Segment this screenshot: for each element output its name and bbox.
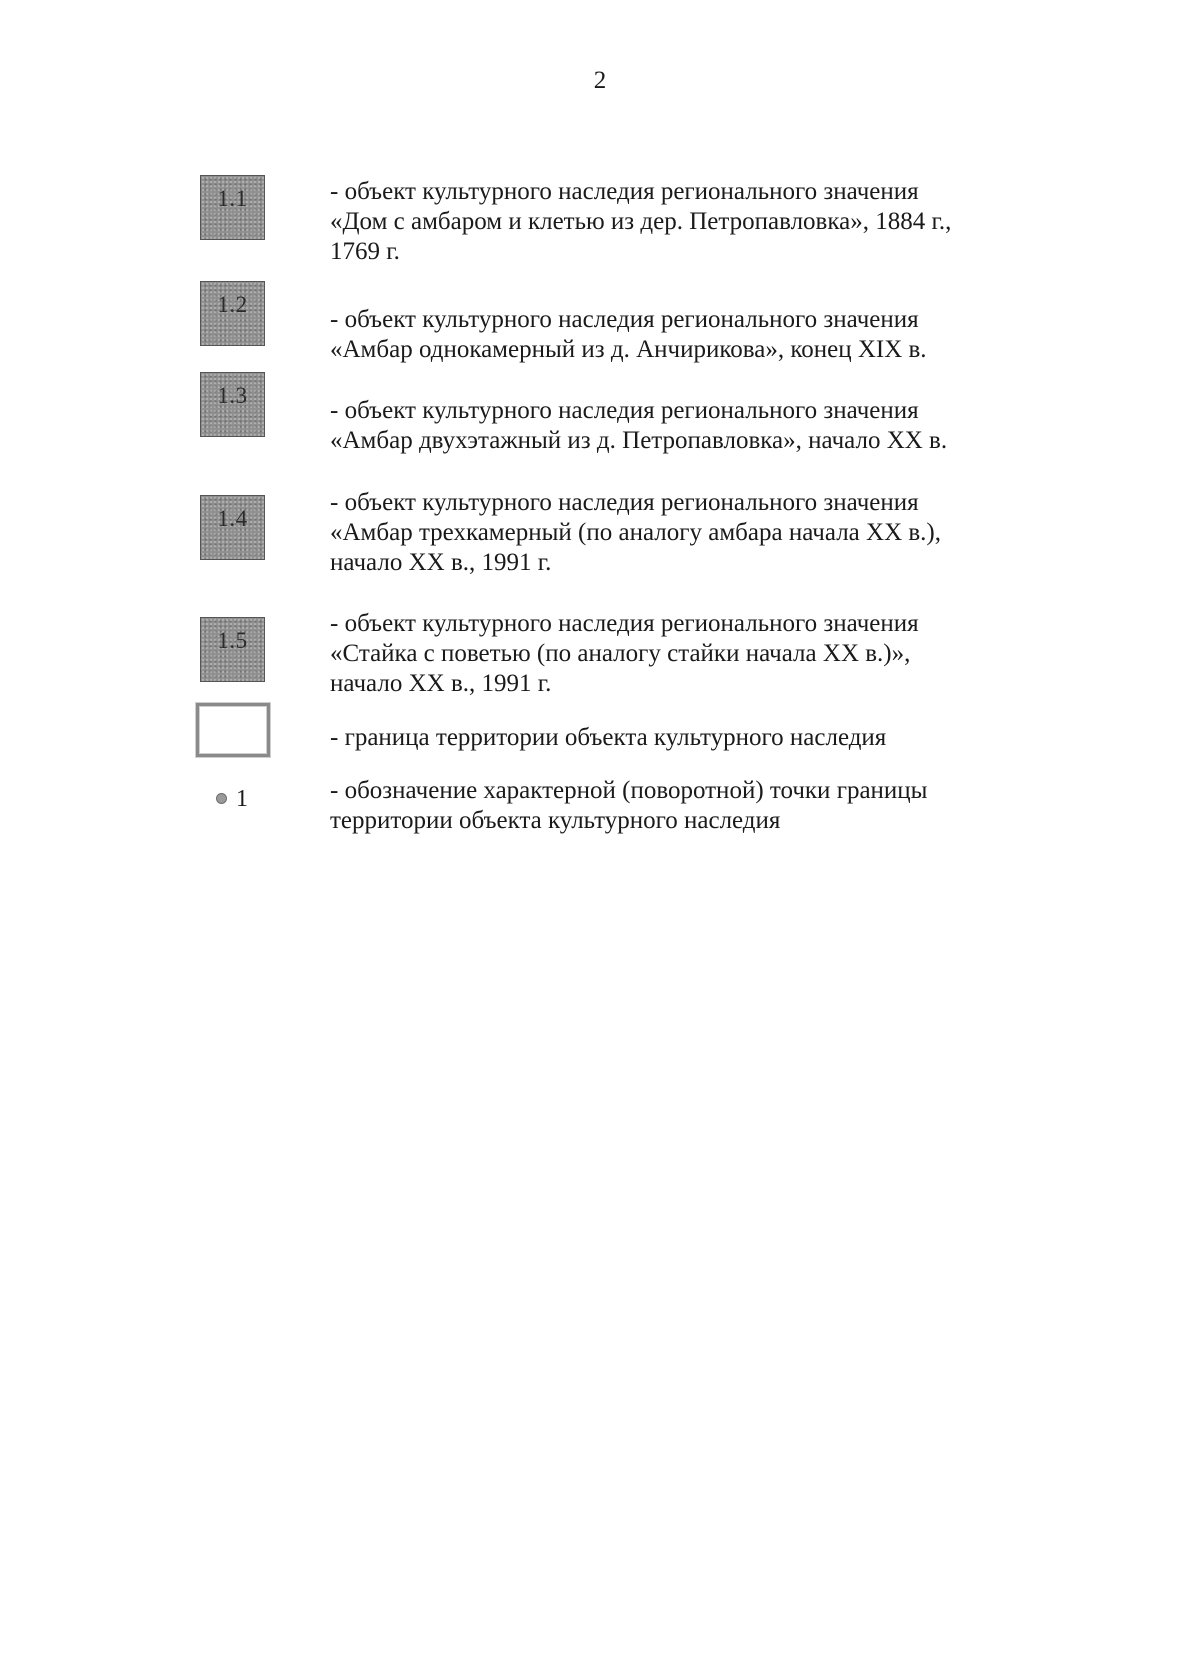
legend-description-line: - объект культурного наследия регионального значения bbox=[330, 397, 919, 424]
legend-description-line: территории объекта культурного наследия bbox=[330, 807, 781, 834]
legend-description-line: «Амбар двухэтажный из д. Петропавловка», начало XX в. bbox=[330, 427, 948, 454]
point-dot-icon bbox=[216, 793, 227, 804]
point-marker-label: 1 bbox=[236, 786, 248, 812]
boundary-point-marker bbox=[216, 784, 276, 814]
legend-swatch bbox=[200, 372, 265, 437]
legend-swatch bbox=[200, 617, 265, 682]
legend-description-line: «Амбар однокамерный из д. Анчирикова», конец XIX в. bbox=[330, 336, 927, 363]
legend-swatch-label: 1.4 bbox=[217, 506, 248, 531]
legend-description bbox=[330, 609, 1110, 699]
legend-description bbox=[330, 723, 1110, 753]
legend-description bbox=[330, 396, 1110, 456]
page-number: 2 bbox=[593, 67, 607, 94]
legend-swatch-label: 1.5 bbox=[217, 628, 248, 653]
legend-description bbox=[330, 177, 1110, 267]
legend-description-line: «Дом с амбаром и клетью из дер. Петропавловка», 1884 г., bbox=[330, 208, 952, 235]
legend-swatch bbox=[200, 495, 265, 560]
legend-description-line: начало XX в., 1991 г. bbox=[330, 549, 552, 576]
legend-description-line: 1769 г. bbox=[330, 238, 400, 265]
legend-description bbox=[330, 488, 1110, 578]
legend-description-line: - обозначение характерной (поворотной) точки границы bbox=[330, 777, 928, 804]
legend-swatch bbox=[200, 281, 265, 346]
legend-description-line: «Амбар трехкамерный (по аналогу амбара начала XX в.), bbox=[330, 519, 941, 546]
legend-description bbox=[330, 776, 1110, 836]
legend-description-line: начало XX в., 1991 г. bbox=[330, 670, 552, 697]
boundary-outline-swatch bbox=[196, 703, 270, 757]
legend-swatch-label: 1.1 bbox=[217, 186, 248, 211]
legend-swatch bbox=[200, 175, 265, 240]
legend-swatch-label: 1.3 bbox=[217, 383, 248, 408]
legend-description-line: - объект культурного наследия регионального значения bbox=[330, 306, 919, 333]
legend-description-line: - объект культурного наследия регионального значения bbox=[330, 178, 919, 205]
legend-description-line: - граница территории объекта культурного наследия bbox=[330, 724, 887, 751]
legend-swatch-label: 1.2 bbox=[217, 292, 248, 317]
legend-description bbox=[330, 305, 1110, 365]
legend-description-line: - объект культурного наследия регионального значения bbox=[330, 489, 919, 516]
legend-description-line: - объект культурного наследия регионального значения bbox=[330, 610, 919, 637]
legend-description-line: «Стайка с поветью (по аналогу стайки начала XX в.)», bbox=[330, 640, 911, 667]
